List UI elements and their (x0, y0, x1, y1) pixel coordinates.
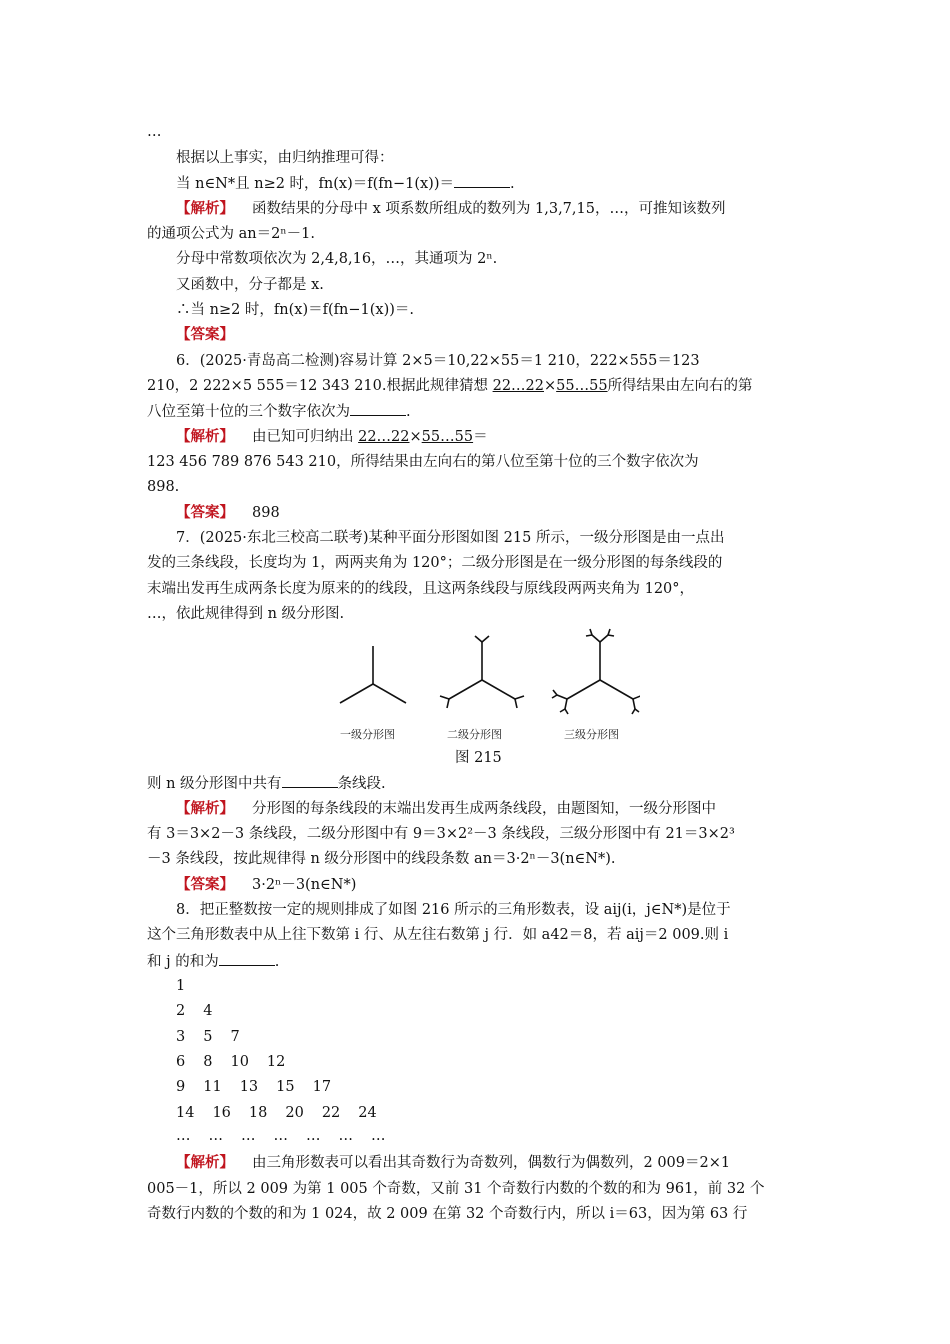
text-span: 210，2 222×5 555＝12 343 210.根据此规律猜想 (147, 378, 493, 394)
triangle-cell: 15 (276, 1079, 295, 1095)
analysis-line (176, 199, 725, 219)
triangle-cell: 6 (176, 1054, 186, 1070)
answer-line (176, 875, 356, 895)
question-8-line: 这个三角形数表中从上往下数第 i 行、从左往右数第 j 行．如 a42＝8，若 aij＝2 009.则 i (147, 927, 729, 943)
triangle-row (176, 1077, 349, 1097)
analysis-tag: 【解析】 (176, 1154, 234, 1171)
answer-blank (282, 773, 338, 788)
question-7-line (147, 773, 386, 794)
answer-blank (454, 173, 510, 188)
text-span: . (406, 404, 411, 420)
triangle-row (176, 1027, 258, 1047)
underlined-number: 22…22 (492, 378, 544, 394)
text-line: 898. (147, 479, 180, 495)
question-6-line (147, 401, 411, 422)
triangle-cell: 9 (176, 1079, 186, 1095)
answer-value: 898 (252, 505, 280, 521)
text-line: 分母中常数项依次为 2,4,8,16，…，其通项为 2ⁿ. (176, 251, 498, 267)
underlined-number: 55…55 (556, 378, 608, 394)
text-span: × (544, 378, 557, 394)
fractal-level-1-caption: 一级分形图 (340, 728, 395, 741)
triangle-cell: 24 (358, 1105, 377, 1121)
answer-tag: 【答案】 (176, 504, 234, 521)
text-line: 123 456 789 876 543 210，所得结果由左向右的第八位至第十位的三个数字依次为 (147, 454, 699, 470)
figure-caption: 图 215 (455, 750, 502, 766)
triangle-cell: 1 (176, 978, 186, 994)
triangle-cell: 14 (176, 1105, 195, 1121)
answer-line (176, 503, 280, 523)
question-8-line (147, 951, 279, 972)
triangle-cell: … (371, 1128, 386, 1144)
text-span: × (409, 429, 422, 445)
text-span: 八位至第十位的三个数字依次为 (147, 404, 350, 420)
question-7-line: 7．(2025·东北三校高二联考)某种平面分形图如图 215 所示，一级分形图是由一点出 (176, 530, 725, 546)
triangle-cell: … (338, 1128, 353, 1144)
fractal-level-3-caption: 三级分形图 (564, 728, 619, 741)
triangle-cell: 11 (203, 1079, 222, 1095)
fractal-level-2-drawing (440, 636, 524, 708)
triangle-cell: 5 (203, 1029, 213, 1045)
triangle-cell: 12 (266, 1054, 286, 1070)
triangle-row (176, 1052, 303, 1072)
question-6-line (147, 376, 753, 396)
triangle-cell: 4 (203, 1003, 213, 1019)
fractal-level-3-drawing (552, 629, 640, 714)
text-span: 和 j 的和为 (147, 954, 219, 970)
text-span: ＝ (473, 429, 488, 445)
triangle-cell: … (273, 1128, 288, 1144)
analysis-line (176, 799, 716, 819)
text-span: . (510, 176, 515, 192)
analysis-line (176, 427, 488, 447)
text-line (176, 173, 515, 194)
triangle-cell: … (176, 1128, 191, 1144)
question-7-line: …，依此规律得到 n 级分形图. (147, 606, 345, 622)
triangle-cell: … (208, 1128, 223, 1144)
triangle-row (176, 1103, 395, 1123)
triangle-cell: … (241, 1128, 256, 1144)
question-8-line: 8．把正整数按一定的规则排成了如图 216 所示的三角形数表，设 aij(i，j∈N*)是位于 (176, 902, 731, 918)
text-line: 的通项公式为 an＝2ⁿ－1. (147, 226, 315, 242)
question-7-line: 末端出发再生成两条长度为原来的的线段，且这两条线段与原线段两两夹角为 120°， (147, 581, 695, 597)
triangle-cell: 13 (239, 1079, 259, 1095)
analysis-tag: 【解析】 (176, 800, 234, 817)
question-6-line: 6．(2025·青岛高二检测)容易计算 2×5＝10,22×55＝1 210，222×555＝123 (176, 353, 700, 369)
triangle-cell: 22 (321, 1105, 341, 1121)
text-line: －3 条线段，按此规律得 n 级分形图中的线段条数 an＝3·2ⁿ－3(n∈N*). (147, 851, 616, 867)
text-line: 又函数中，分子都是 x. (176, 277, 324, 293)
answer-line (176, 325, 252, 345)
answer-tag: 【答案】 (176, 326, 234, 343)
underlined-number: 55…55 (421, 429, 474, 445)
text-span: 条线段. (337, 776, 386, 792)
triangle-row (176, 1126, 404, 1146)
ellipsis-line: … (147, 124, 162, 140)
triangle-row (176, 1001, 230, 1021)
analysis-tag: 【解析】 (176, 428, 234, 445)
text-span: 则 n 级分形图中共有 (147, 776, 282, 792)
text-span: 由三角形数表可以看出其奇数行为奇数列，偶数行为偶数列，2 009＝2×1 (252, 1155, 731, 1171)
triangle-cell: 18 (248, 1105, 268, 1121)
fractal-level-1-drawing (340, 646, 406, 703)
text-span: 分形图的每条线段的末端出发再生成两条线段，由题图知，一级分形图中 (252, 801, 716, 817)
triangle-cell: 2 (176, 1003, 186, 1019)
answer-blank (219, 951, 275, 966)
triangle-cell: 8 (203, 1054, 213, 1070)
triangle-cell: 16 (212, 1105, 231, 1121)
triangle-cell: 10 (230, 1054, 249, 1070)
text-line: 005－1，所以 2 009 为第 1 005 个奇数，又前 31 个奇数行内数的个数的和为 961，前 32 个 (147, 1181, 765, 1197)
text-span: 由已知可归纳出 (252, 429, 359, 445)
text-line: 根据以上事实，由归纳推理可得： (176, 150, 394, 166)
analysis-tag: 【解析】 (176, 200, 234, 217)
answer-value: 3·2ⁿ－3(n∈N*) (252, 877, 357, 893)
text-line: 奇数行内数的个数的和为 1 024，故 2 009 在第 32 个奇数行内，所以 i＝63，因为第 63 行 (147, 1206, 748, 1222)
question-7-line: 发的三条线段，长度均为 1，两两夹角为 120°；二级分形图是在一级分形图的每条线段的 (147, 555, 723, 571)
text-span: 所得结果由左向右的第 (607, 378, 753, 394)
answer-tag: 【答案】 (176, 876, 234, 893)
text-span: 函数结果的分母中 x 项系数所组成的数列为 1,3,7,15，…，可推知该数列 (252, 201, 726, 217)
text-span: . (274, 954, 280, 970)
triangle-cell: 20 (285, 1105, 304, 1121)
text-line: ∴当 n≥2 时，fn(x)＝f(fn−1(x))＝. (176, 302, 414, 318)
underlined-number: 22…22 (358, 429, 410, 445)
fractal-level-2-caption: 二级分形图 (447, 728, 502, 741)
triangle-cell: 3 (176, 1029, 186, 1045)
triangle-cell: … (306, 1128, 321, 1144)
triangle-row (176, 976, 203, 996)
text-line: 有 3＝3×2－3 条线段，二级分形图中有 9＝3×2²－3 条线段，三级分形图中有 21＝3×2³ (147, 826, 735, 842)
triangle-cell: 17 (312, 1079, 332, 1095)
triangle-cell: 7 (230, 1029, 240, 1045)
text-span: 当 n∈N*且 n≥2 时，fn(x)＝f(fn−1(x))＝ (176, 176, 454, 192)
analysis-line (176, 1153, 730, 1173)
answer-blank (350, 401, 406, 416)
